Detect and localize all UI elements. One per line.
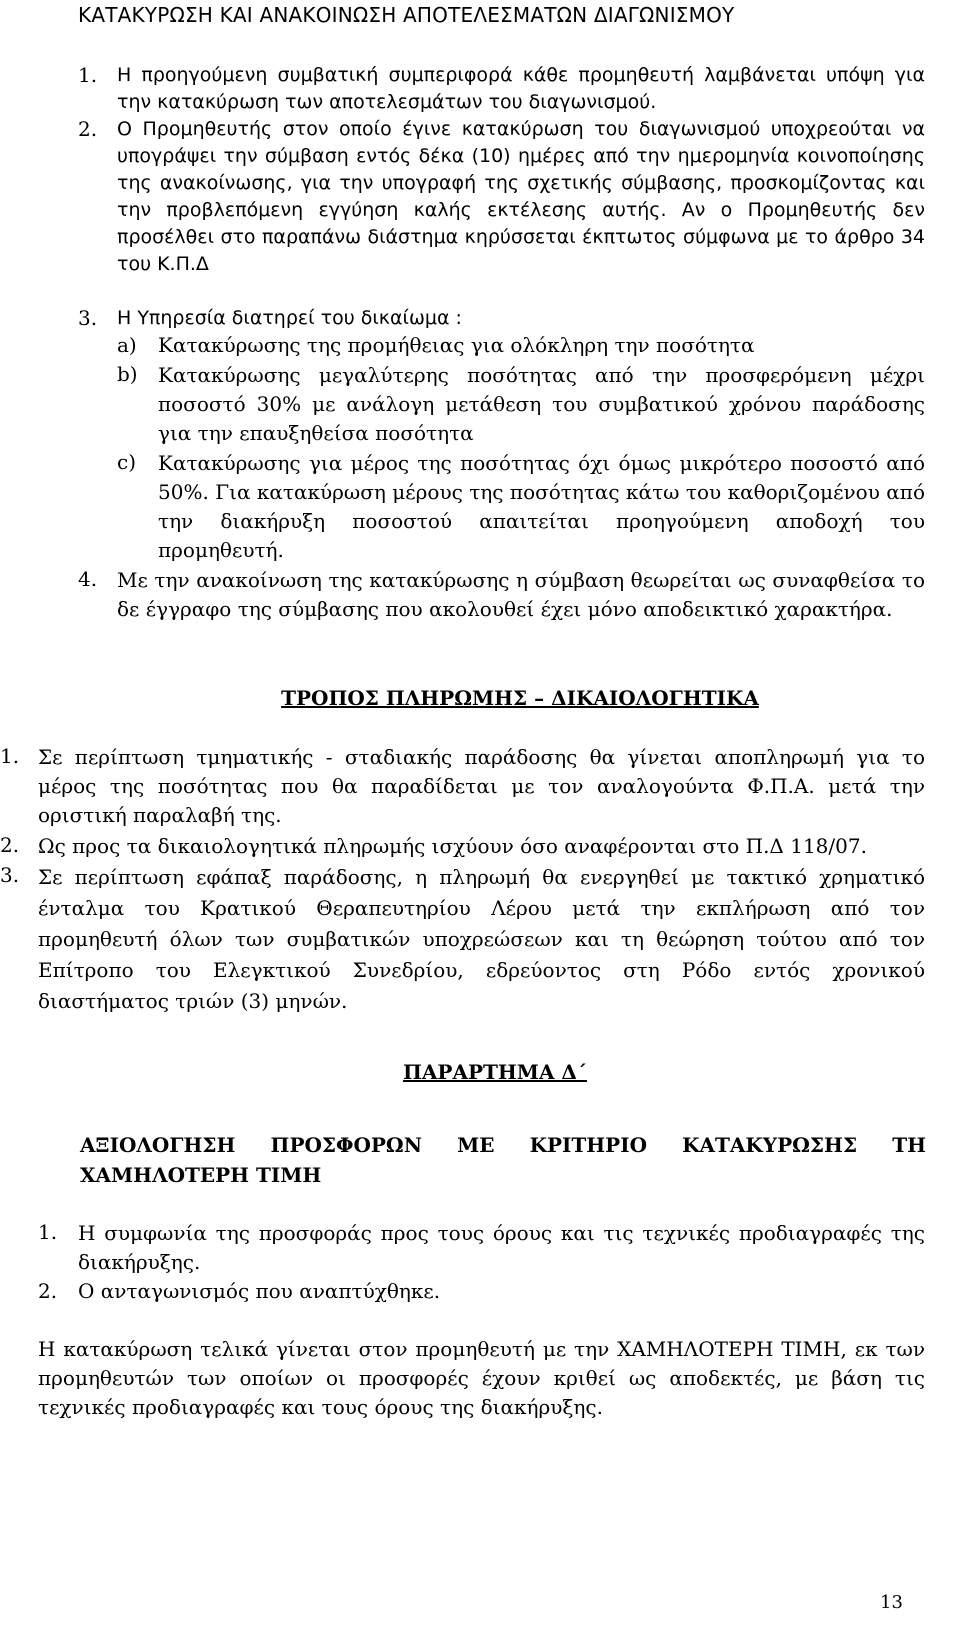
annex-item-1-number: 1. <box>38 1220 58 1244</box>
subitem-b-text: Κατακύρωσης μεγαλύτερης ποσότητας από την προσφερόμενη μέχρι ποσοστό 30% με ανάλογη μετάθεση του συμβατικού χρόνου παράδοσης για την επαυξηθείσα ποσότητα <box>158 363 925 445</box>
payment-item-3-number: 3. <box>0 863 20 887</box>
subitem-c-label: c) <box>117 450 137 474</box>
payment-title: ΤΡΟΠΟΣ ΠΛΗΡΩΜΗΣ – ΔΙΚΑΙΟΛΟΓΗΤΙΚΑ <box>281 686 759 710</box>
item-2-text <box>117 116 925 278</box>
annex-subtitle: ΑΞΙΟΛΟΓΗΣΗ ΠΡΟΣΦΟΡΩΝ ΜΕ ΚΡΙΤΗΡΙΟ ΚΑΤΑΚΥΡΩΣΗΣ ΤΗ ΧΑΜΗΛΟΤΕΡΗ ΤΙΜΗ <box>80 1133 926 1187</box>
payment-item-2-text: Ως προς τα δικαιολογητικά πληρωμής ισχύουν όσο αναφέρονται στο Π.Δ 118/07. <box>38 834 867 858</box>
page-number: 13 <box>880 1592 903 1613</box>
item-2-text-b: Αν ο Προμηθευτής δεν προσέλθει στο παραπάνω διάστημα κηρύσσεται έκπτωτος σύμφωνα με το άρθρο 34 του Κ.Π.Δ <box>117 199 925 275</box>
payment-item-3-text: Σε περίπτωση εφάπαξ παράδοσης, η πληρωμή θα ενεργηθεί με τακτικό χρηματικό ένταλμα του Κρατικού Θεραπευτηρίου Λέρου μετά την εκπλήρωση από τον προμηθευτή όλων των συμβατικών υποχρεώσεων και τη θεώρηση τούτου από τον Επίτροπο του Ελεγκτικού Συνεδρίου, εδρεύοντος στη Ρόδο εντός χρονικού διαστήματος τριών (3) μηνών. <box>38 865 925 1013</box>
subitem-c-text: Κατακύρωσης για μέρος της ποσότητας όχι όμως μικρότερο ποσοστό από 50%. Για κατακύρωση μέρους της ποσότητας κάτω του καθοριζομένου από την διακήρυξη ποσοστού απαιτείται προηγούμενη αποδοχή του προμηθευτή. <box>158 451 925 562</box>
item-4-text: Με την ανακοίνωση της κατακύρωσης η σύμβαση θεωρείται ως συναφθείσα το δε έγγραφο της σύμβασης που ακολουθεί έχει μόνο αποδεικτικό χαρακτήρα. <box>117 568 925 621</box>
item-2-text-a: Ο Προμηθευτής στον οποίο έγινε κατακύρωση του διαγωνισμού υποχρεούται να υπογράψει την σύμβαση εντός δέκα (10) ημέρες από την ημερομηνία κοινοποίησης της ανακοίνωσης, για την υπογραφή της σχετικής σύμβασης, προσκομίζοντας και την προβλεπόμενη εγγύηση καλής εκτέλεσης αυτής. <box>117 118 925 221</box>
item-1-number: 1. <box>78 63 98 87</box>
subitem-b-label: b) <box>117 362 138 386</box>
annex-item-1-text: Η συμφωνία της προσφοράς προς τους όρους και τις τεχνικές προδιαγραφές της διακήρυξης. <box>78 1221 925 1274</box>
page-header: ΚΑΤΑΚΥΡΩΣΗ ΚΑΙ ΑΝΑΚΟΙΝΩΣΗ ΑΠΟΤΕΛΕΣΜΑΤΩΝ ΔΙΑΓΩΝΙΣΜΟΥ <box>78 3 735 27</box>
payment-item-1-text: Σε περίπτωση τμηματικής - σταδιακής παράδοσης θα γίνεται αποπληρωμή για το μέρος της ποσότητας που θα παραδίδεται με τον αναλογούντα Φ.Π.Α. μετά την οριστική παραλαβή της. <box>38 745 925 827</box>
subitem-a-text: Κατακύρωσης της προμήθειας για ολόκληρη την ποσότητα <box>158 333 755 357</box>
annex-item-2-number: 2. <box>38 1279 58 1303</box>
annex-paragraph: Η κατακύρωση τελικά γίνεται στον προμηθευτή με την ΧΑΜΗΛΟΤΕΡΗ ΤΙΜΗ, εκ των προμηθευτών των οποίων οι προσφορές έχουν κριθεί ως αποδεκτές, με βάση τις τεχνικές προδιαγραφές και τους όρους της διακήρυξης. <box>38 1337 925 1419</box>
item-3-text: Η Υπηρεσία διατηρεί του δικαίωμα : <box>117 307 462 329</box>
subitem-a-label: a) <box>117 333 137 357</box>
item-2-number: 2. <box>78 117 98 141</box>
payment-item-1-number: 1. <box>0 744 20 768</box>
item-4-number: 4. <box>78 567 98 591</box>
item-1-text: Η προηγούμενη συμβατική συμπεριφορά κάθε προμηθευτή λαμβάνεται υπόψη για την κατακύρωση των αποτελεσμάτων του διαγωνισμού. <box>117 64 925 113</box>
payment-item-2-number: 2. <box>0 833 20 857</box>
item-3-number: 3. <box>78 306 98 330</box>
annex-title: ΠΑΡΑΡΤΗΜΑ Δ΄ <box>403 1060 587 1084</box>
annex-item-2-text: Ο ανταγωνισμός που αναπτύχθηκε. <box>78 1279 441 1303</box>
